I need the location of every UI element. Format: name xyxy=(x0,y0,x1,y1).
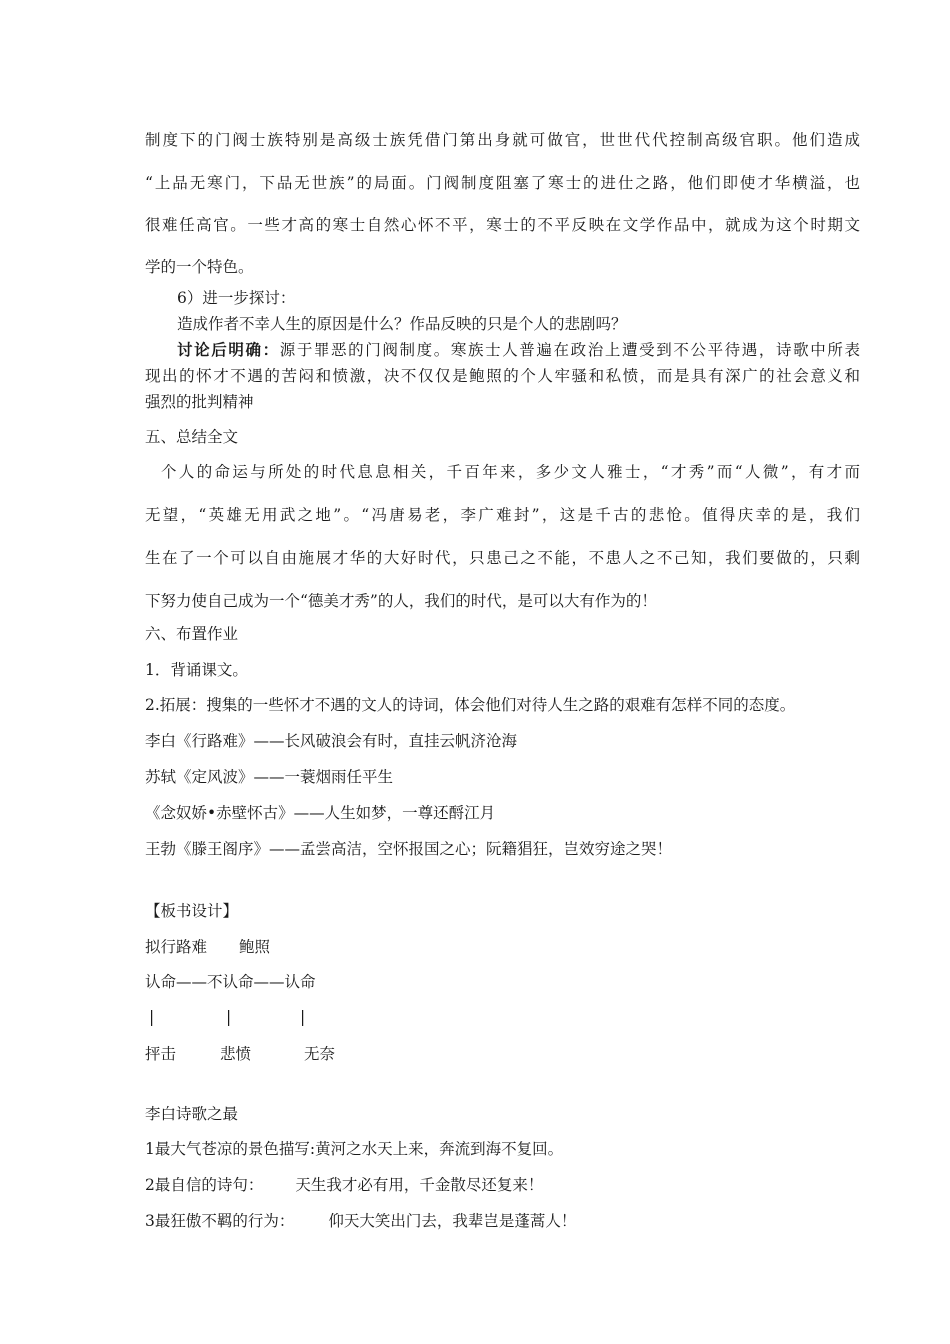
summary-line: 无望，“英雄无用武之地”。“冯唐易老，李广难封”，这是千古的悲怆。值得庆幸的是，我们 xyxy=(145,506,860,524)
summary-heading: 五、总结全文 xyxy=(145,428,239,446)
summary-line: 个人的命运与所处的时代息息相关，千百年来，多少文人雅士，“才秀”而“人微”，有才而 xyxy=(161,463,860,481)
discussion-answer-line: 强烈的批判精神 xyxy=(145,393,254,411)
board-heading: 【板书设计】 xyxy=(145,902,239,920)
answer-text: 源于罪恶的门阀制度。寒族士人普遍在政治上遭受到不公平待遇，诗歌中所表 xyxy=(279,341,860,359)
paragraph-line: 很难任高官。一些才高的寒士自然心怀不平，寒士的不平反映在文学作品中，就成为这个时期文 xyxy=(145,216,860,234)
board-flow: 认命——不认命——认命 xyxy=(145,973,316,991)
paragraph-line: 制度下的门阀士族特别是高级士族凭借门第出身就可做官，世世代代控制高级官职。他们造成 xyxy=(145,131,860,149)
libai-item-quote: 仰天大笑出门去，我辈岂是蓬蒿人！ xyxy=(328,1212,577,1230)
board-author: 鲍照 xyxy=(239,938,271,956)
homework-item: 1．背诵课文。 xyxy=(145,661,248,679)
board-label: 抨击 xyxy=(145,1045,177,1063)
libai-item-quote: 黄河之水天上来，奔流到海不复回。 xyxy=(315,1140,564,1158)
discussion-question: 造成作者不幸人生的原因是什么？作品反映的只是个人的悲剧吗？ xyxy=(177,315,627,333)
homework-item: 王勃《滕王阁序》——孟尝高洁，空怀报国之心；阮籍猖狂，岂效穷途之哭！ xyxy=(145,840,673,858)
discussion-heading: 6）进一步探讨： xyxy=(177,289,296,307)
libai-heading: 李白诗歌之最 xyxy=(145,1105,239,1123)
board-label: 无奈 xyxy=(304,1045,336,1063)
homework-heading: 六、布置作业 xyxy=(145,625,239,643)
homework-item: 2.拓展：搜集的一些怀才不遇的文人的诗词，体会他们对待人生之路的艰难有怎样不同的态度。 xyxy=(145,696,796,714)
libai-item xyxy=(145,1175,543,1195)
libai-item-quote: 天生我才必有用，千金散尽还复来！ xyxy=(295,1176,544,1194)
summary-line: 生在了一个可以自由施展才华的大好时代，只患己之不能，不患人之不己知，我们要做的，只剩 xyxy=(145,549,860,567)
paragraph-line: “上品无寒门，下品无世族”的局面。门阀制度阻塞了寒士的进仕之路，他们即使才华横溢，也 xyxy=(145,174,860,192)
summary-line: 下努力使自己成为一个“德美才秀”的人，我们的时代，是可以大有作为的！ xyxy=(145,592,657,610)
libai-item-label: 3最狂傲不羁的行为： xyxy=(145,1212,295,1230)
answer-label: 讨论后明确： xyxy=(177,340,280,359)
board-connector: | xyxy=(300,1008,306,1026)
board-label: 悲愤 xyxy=(220,1045,252,1063)
homework-item: 李白《行路难》——长风破浪会有时，直挂云帆济沧海 xyxy=(145,732,518,750)
paragraph-line: 学的一个特色。 xyxy=(145,258,254,276)
discussion-answer-line: 现出的怀才不遇的苦闷和愤激，决不仅仅是鲍照的个人牢骚和私愤，而是具有深广的社会意义和 xyxy=(145,367,860,385)
libai-item xyxy=(145,1139,563,1159)
libai-item-label: 2最自信的诗句： xyxy=(145,1176,264,1194)
homework-item: 《念奴娇•赤壁怀古》——人生如梦，一尊还酹江月 xyxy=(145,804,496,822)
libai-item-label: 1最大气苍凉的景色描写: xyxy=(145,1140,316,1158)
board-connector: | xyxy=(149,1008,155,1026)
board-connector: | xyxy=(226,1008,232,1026)
libai-item xyxy=(145,1211,576,1231)
board-title-row xyxy=(145,937,270,957)
homework-item: 苏轼《定风波》——一蓑烟雨任平生 xyxy=(145,768,394,786)
discussion-answer-line xyxy=(177,340,860,360)
board-title: 拟行路难 xyxy=(145,938,208,956)
